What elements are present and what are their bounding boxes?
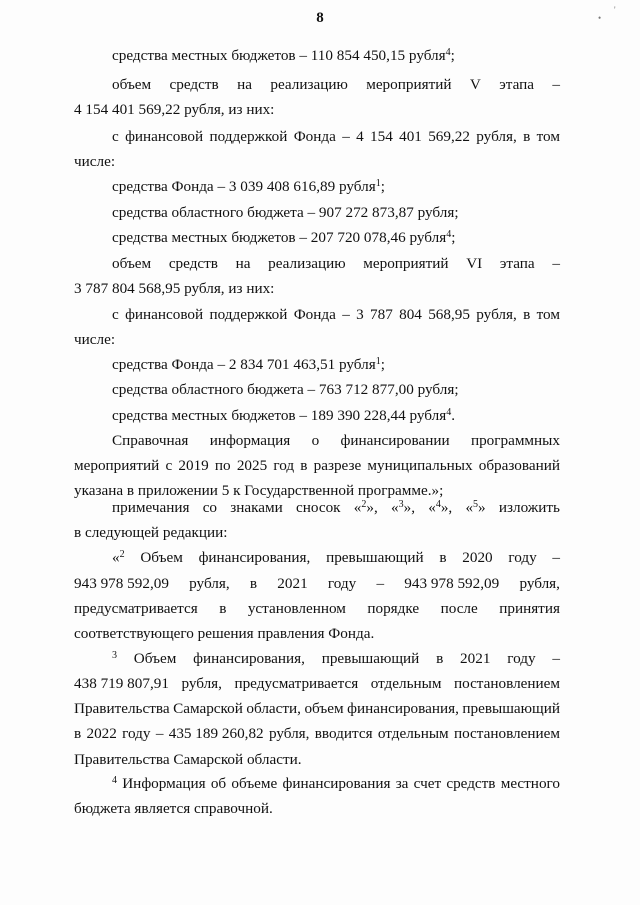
word: мероприятий xyxy=(74,457,160,474)
word: Объем xyxy=(140,549,183,566)
text-line xyxy=(74,280,560,298)
text-line xyxy=(74,331,560,349)
text-segment: Правительства Самарской области. xyxy=(74,751,302,768)
word: области, xyxy=(246,700,301,717)
word: 943 978 592,09 xyxy=(404,575,500,592)
word: 2019 xyxy=(178,457,209,474)
word: в xyxy=(436,650,444,667)
text-segment: 3 787 804 568,95 рубля, из них: xyxy=(74,280,275,297)
text-segment: средства Фонда – 2 834 701 463,51 рубля xyxy=(112,356,376,373)
word: рубля, xyxy=(476,306,517,323)
word: год xyxy=(273,457,295,474)
word: в xyxy=(523,128,531,145)
word: году xyxy=(122,725,151,742)
text-line xyxy=(74,751,560,769)
text-line xyxy=(112,178,560,196)
word: «$^2$», xyxy=(353,499,378,516)
footnote-ref: 4 xyxy=(446,407,452,418)
word: V xyxy=(469,76,481,93)
word: рубля, xyxy=(189,575,230,592)
word: Фонда xyxy=(293,128,336,145)
word: в xyxy=(300,457,308,474)
word: по xyxy=(214,457,231,474)
word: 401 xyxy=(399,128,422,145)
word: этапа xyxy=(499,76,534,93)
word: рубля, xyxy=(268,725,310,742)
word: 4 xyxy=(356,128,364,145)
text-segment: бюджета является справочной. xyxy=(74,800,273,817)
word: «$^2$ xyxy=(112,549,125,566)
word: 804 xyxy=(399,306,422,323)
word: мероприятий xyxy=(363,255,449,272)
word: превышающий xyxy=(326,549,424,566)
word: объем xyxy=(112,255,152,272)
word: постановлением xyxy=(453,725,560,742)
word: 4 xyxy=(112,775,117,786)
word: мероприятий xyxy=(366,76,452,93)
word: – xyxy=(376,575,385,592)
word: «$^5$» xyxy=(465,499,486,516)
word: предусматривается xyxy=(234,675,359,692)
footnote-ref: 4 xyxy=(445,47,451,58)
word: о xyxy=(311,432,320,449)
text-segment: указана в приложении 5 к Государственной программе.»; xyxy=(74,482,444,499)
word: году xyxy=(507,650,536,667)
word: местного xyxy=(500,775,560,792)
word: «$^4$», xyxy=(428,499,453,516)
word: – xyxy=(342,128,350,145)
text-line xyxy=(112,432,560,450)
word: примечания xyxy=(112,499,190,516)
text-line xyxy=(112,407,560,425)
word: – xyxy=(155,725,164,742)
scan-artifact: • xyxy=(598,13,602,23)
word: с xyxy=(165,457,173,474)
word: VI xyxy=(466,255,483,272)
word: том xyxy=(536,306,560,323)
text-line xyxy=(74,675,560,693)
word: Фонда xyxy=(293,306,336,323)
word: с xyxy=(112,306,119,323)
word: в xyxy=(219,600,227,617)
word: 569,22 xyxy=(428,128,470,145)
text-line xyxy=(112,381,560,399)
word: реализацию xyxy=(270,76,348,93)
word: отдельным xyxy=(377,725,449,742)
word: объем xyxy=(304,700,344,717)
word: объеме xyxy=(231,775,278,792)
scan-artifact: ' xyxy=(614,5,616,15)
word: – xyxy=(552,549,560,566)
word: счет xyxy=(413,775,442,792)
word: в xyxy=(523,306,531,323)
word: том xyxy=(536,128,560,145)
text-line xyxy=(74,625,560,643)
word: муниципальных xyxy=(367,457,473,474)
word: Объем xyxy=(133,650,177,667)
word: объем xyxy=(112,76,152,93)
text-segment: средства местных бюджетов – 207 720 078,46 рубля xyxy=(112,229,447,246)
word: сносок xyxy=(296,499,341,516)
text-segment: средства областного бюджета – 763 712 877,00 рубля; xyxy=(112,381,459,398)
word: порядке xyxy=(367,600,420,617)
word: Самарской xyxy=(173,700,243,717)
word: разрезе xyxy=(313,457,362,474)
word: финансовой xyxy=(125,128,204,145)
word: изложить xyxy=(498,499,560,516)
word: в xyxy=(249,575,258,592)
word: – xyxy=(552,650,560,667)
text-segment: ; xyxy=(451,229,456,246)
text-line xyxy=(74,575,560,593)
word: Информация xyxy=(122,775,206,792)
word: 2022 xyxy=(86,725,117,742)
word: предусматривается xyxy=(74,600,198,617)
word: Справочная xyxy=(112,432,189,449)
word: финансировании xyxy=(340,432,450,449)
word: 787 xyxy=(370,306,393,323)
text-segment: средства областного бюджета – 907 272 873,87 рубля; xyxy=(112,204,459,221)
word: Правительства xyxy=(74,700,170,717)
word: поддержкой xyxy=(209,306,288,323)
word: этапа xyxy=(499,255,535,272)
word: установленном xyxy=(247,600,346,617)
word: 2020 xyxy=(462,549,493,566)
text-line xyxy=(112,128,560,146)
text-segment: ; xyxy=(450,47,455,64)
word: «$^3$», xyxy=(391,499,415,516)
word: в xyxy=(439,549,447,566)
word: – xyxy=(342,306,350,323)
text-line xyxy=(112,229,560,247)
word: финансирования, xyxy=(347,700,459,717)
text-line xyxy=(74,800,560,818)
word: с xyxy=(112,128,119,145)
word: средств xyxy=(168,255,218,272)
text-line xyxy=(74,482,560,500)
text-segment: числе: xyxy=(74,153,116,170)
word: 2025 xyxy=(236,457,268,474)
text-segment: числе: xyxy=(74,331,116,348)
word: рубля, xyxy=(519,575,560,592)
text-line xyxy=(74,725,560,743)
word: 2021 xyxy=(460,650,491,667)
text-line xyxy=(112,306,560,324)
text-line xyxy=(112,650,560,668)
text-line xyxy=(112,499,560,517)
text-line xyxy=(74,600,560,618)
text-line xyxy=(112,356,560,374)
text-segment: средства Фонда – 3 039 408 616,89 рубля xyxy=(112,178,376,195)
word: рубля, xyxy=(476,128,517,145)
text-segment: средства местных бюджетов – 110 854 450,15 рубля xyxy=(112,47,446,64)
text-segment: 4 154 401 569,22 рубля, из них: xyxy=(74,101,275,118)
word: 568,95 xyxy=(428,306,470,323)
word: превышающий xyxy=(321,650,420,667)
word: на xyxy=(235,255,251,272)
text-line xyxy=(112,549,560,567)
word: отдельным xyxy=(370,675,442,692)
word: постановлением xyxy=(453,675,560,692)
word: финансовой xyxy=(125,306,204,323)
text-line xyxy=(112,255,560,273)
word: году xyxy=(327,575,357,592)
footnote-ref: 1 xyxy=(375,178,381,189)
word: информация xyxy=(209,432,291,449)
text-segment: в следующей редакции: xyxy=(74,524,228,541)
word: 435 189 260,82 xyxy=(168,725,264,742)
word: программных xyxy=(470,432,560,449)
word: 438 719 807,91 xyxy=(74,675,169,692)
word: за xyxy=(395,775,409,792)
text-segment: ; xyxy=(380,178,385,195)
text-line xyxy=(74,700,560,718)
word: – xyxy=(552,255,560,272)
word: превышающий xyxy=(462,700,560,717)
word: в xyxy=(74,725,82,742)
word: средств xyxy=(169,76,219,93)
word: 3 xyxy=(112,650,117,661)
word: после xyxy=(440,600,478,617)
text-line xyxy=(74,524,560,542)
text-segment: средства местных бюджетов – 189 390 228,44 рубля xyxy=(112,407,447,424)
text-line xyxy=(74,153,560,171)
word: рубля, xyxy=(181,675,222,692)
word: 3 xyxy=(356,306,364,323)
text-segment: . xyxy=(451,407,455,424)
word: поддержкой xyxy=(209,128,288,145)
text-line xyxy=(112,76,560,94)
word: году xyxy=(508,549,537,566)
word: образований xyxy=(478,457,560,474)
text-line xyxy=(112,204,560,222)
word: на xyxy=(237,76,252,93)
word: вводится xyxy=(314,725,373,742)
text-line xyxy=(112,47,560,65)
text-line xyxy=(74,101,560,119)
text-segment: ; xyxy=(380,356,385,373)
footnote-ref: 1 xyxy=(375,356,381,367)
word: об xyxy=(210,775,227,792)
page-number: 8 xyxy=(316,10,324,26)
word: 943 978 592,09 xyxy=(74,575,169,592)
word: средств xyxy=(446,775,496,792)
text-line xyxy=(74,457,560,475)
word: принятия xyxy=(499,600,560,617)
word: 2021 xyxy=(277,575,308,592)
word: знаками xyxy=(230,499,283,516)
word: – xyxy=(552,76,560,93)
text-segment: соответствующего решения правления Фонда. xyxy=(74,625,375,642)
word: со xyxy=(202,499,218,516)
text-line xyxy=(112,775,560,793)
footnote-ref: 4 xyxy=(446,229,452,240)
word: реализацию xyxy=(268,255,346,272)
word: 154 xyxy=(370,128,393,145)
word: финансирования, xyxy=(193,650,305,667)
word: финансирования, xyxy=(198,549,311,566)
word: финансирования xyxy=(282,775,391,792)
